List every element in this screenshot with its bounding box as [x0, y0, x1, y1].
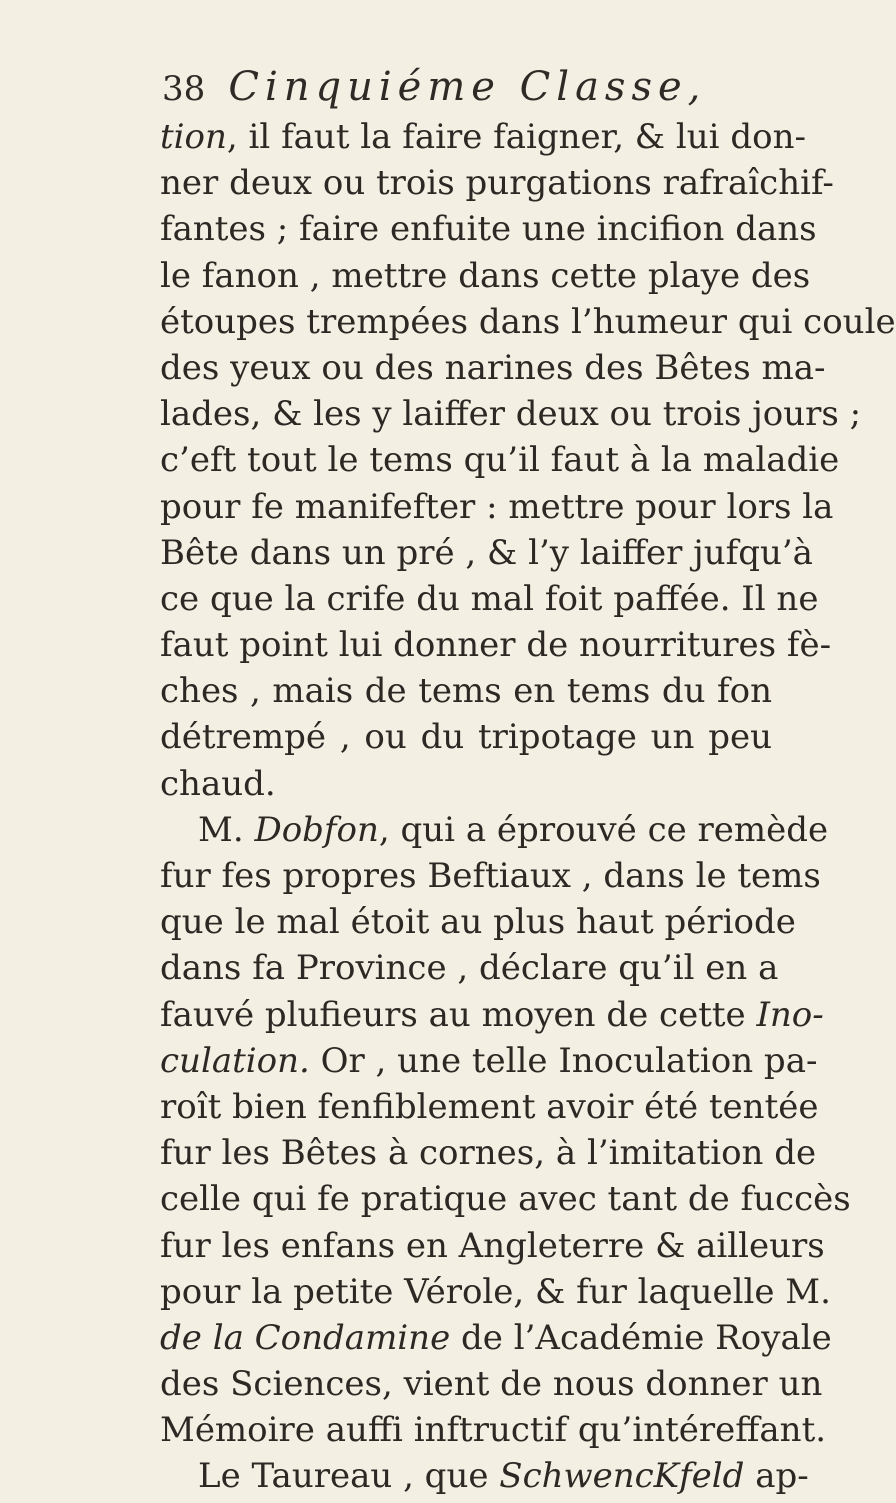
text-line — [160, 114, 806, 160]
text-line — [160, 1361, 823, 1407]
italic-text: tion — [160, 117, 227, 157]
text-segment: des yeux ou des narines des Bêtes ma- — [160, 347, 826, 388]
text-segment: des Sciences, vient de nous donner un — [160, 1364, 823, 1405]
text-segment: fantes ; faire enfuite une incifion dans — [160, 209, 817, 250]
text-segment: étoupes trempées dans l’humeur qui coule — [160, 301, 896, 342]
text-line — [160, 530, 813, 576]
text-segment: Or , une telle Inoculation pa- — [309, 1040, 818, 1081]
text-line — [160, 391, 862, 437]
text-line — [160, 1176, 851, 1222]
text-segment: chaud. — [160, 763, 276, 804]
running-head — [162, 64, 722, 118]
text-segment: celle qui fe pratique avec tant de fuccès — [160, 1179, 851, 1220]
text-line — [160, 807, 829, 853]
text-segment: Bête dans un pré , & l’y laiffer jufqu’à — [160, 532, 813, 573]
text-segment: ches , mais de tems en tems du fon — [160, 671, 772, 712]
text-segment: lades, & les y laiffer deux ou trois jours ; — [160, 394, 862, 435]
running-title: Cinquiéme Classe, — [228, 64, 707, 110]
text-line — [160, 1453, 809, 1499]
text-segment: c’eft tout le tems qu’il faut à la maladie — [160, 440, 840, 481]
text-segment: de l’Académie Royale — [450, 1317, 832, 1358]
italic-text: Dobfon — [254, 809, 379, 850]
text-line — [160, 622, 832, 668]
text-segment: ner deux ou trois purgations rafraîchif- — [160, 163, 834, 204]
text-segment: fur les Bêtes à cornes, à l’imitation de — [160, 1133, 817, 1174]
text-segment: pour la petite Vérole, & fur laquelle M. — [160, 1271, 831, 1312]
text-segment: ce que la crife du mal foit paffée. Il ne — [160, 578, 819, 619]
text-line — [160, 1269, 831, 1315]
text-segment: ap- — [744, 1456, 809, 1497]
text-segment: détrempé , ou du tripotage un peu — [160, 717, 772, 758]
text-line — [160, 206, 817, 252]
text-segment: fur fes propres Beftiaux , dans le tems — [160, 856, 821, 896]
text-line — [160, 299, 896, 345]
italic-text: Ino- — [756, 994, 824, 1035]
text-line — [160, 437, 840, 483]
italic-text: culation. — [160, 1040, 310, 1081]
body-text — [160, 114, 896, 1500]
text-segment: dans fa Province , déclare qu’il en a — [160, 948, 779, 989]
text-line — [160, 1130, 817, 1176]
text-line — [160, 1315, 832, 1361]
text-segment: M. — [198, 809, 255, 850]
text-line — [160, 761, 772, 807]
text-line — [160, 668, 772, 714]
text-line — [160, 899, 796, 945]
text-line — [160, 576, 819, 622]
text-segment: que le mal étoit au plus haut période — [160, 902, 796, 943]
text-line — [160, 345, 826, 391]
text-segment: pour fe manifefter : mettre pour lors la — [160, 486, 834, 527]
text-segment: faut point lui donner de nourritures fè- — [160, 625, 832, 666]
text-segment: fauvé plufieurs au moyen de cette — [160, 994, 757, 1035]
text-segment: , qui a éprouvé ce remède — [378, 809, 829, 850]
text-segment: le fanon , mettre dans cette playe des — [160, 255, 811, 296]
page-number: 38 — [162, 69, 206, 109]
text-line — [160, 945, 779, 991]
text-segment: Le Taureau , que — [198, 1456, 500, 1497]
text-line — [160, 484, 834, 530]
text-line — [160, 1223, 825, 1269]
text-line — [160, 1038, 818, 1084]
text-segment: fur les enfans en Angleterre & ailleurs — [160, 1225, 825, 1266]
text-segment: Mémoire auffi inftructif qu’intéreffant. — [160, 1410, 827, 1451]
italic-text: SchwencKfeld — [499, 1456, 745, 1497]
text-segment: , il faut la faire faigner, & lui don- — [226, 117, 806, 157]
text-segment: roît bien fenfiblement avoir été tentée — [160, 1086, 819, 1127]
text-line — [160, 160, 834, 206]
text-line — [160, 992, 824, 1038]
italic-text: de la Condamine — [160, 1317, 451, 1358]
text-line — [160, 253, 811, 299]
text-line — [160, 1407, 827, 1453]
text-line — [160, 714, 772, 760]
text-line — [160, 1084, 819, 1130]
text-line — [160, 853, 821, 899]
